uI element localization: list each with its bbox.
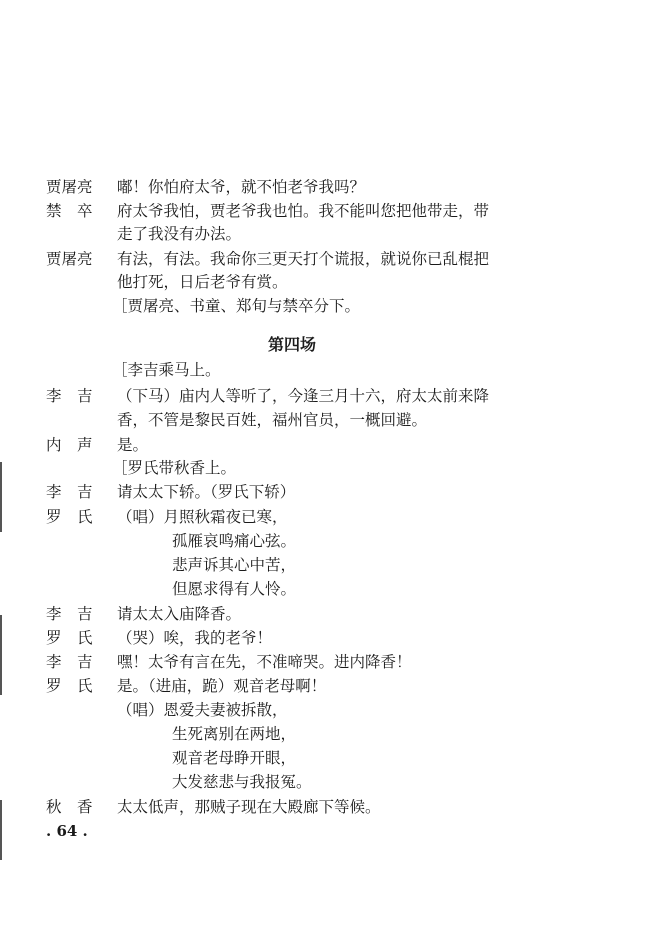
song-line: 大发慈悲与我报冤。 xyxy=(172,773,312,791)
dialogue-line: 请太太入庙降香。 xyxy=(117,605,242,623)
scan-edge-mark xyxy=(0,462,2,532)
dialogue-line: 太太低声，那贼子现在大殿廊下等候。 xyxy=(117,798,381,816)
speaker-name: 罗 氏 xyxy=(46,508,93,526)
dialogue-line: （唱）月照秋霜夜已寒， xyxy=(117,508,288,526)
dialogue-line: 走了我没有办法。 xyxy=(117,225,242,243)
stage-direction: ［李吉乘马上。 xyxy=(112,361,221,379)
song-line: 但愿求得有人怜。 xyxy=(172,580,297,598)
dialogue-line: 有法，有法。我命你三更天打个谎报，就说你已乱棍把 xyxy=(117,250,490,268)
speaker-name: 李 吉 xyxy=(46,605,93,623)
dialogue-line: 是。 xyxy=(117,436,149,454)
dialogue-line: 嘟！你怕府太爷，就不怕老爷我吗？ xyxy=(117,178,366,196)
page-number: . 64 . xyxy=(46,822,88,840)
scan-edge-mark xyxy=(0,615,2,695)
dialogue-line: 是。（进庙，跪）观音老母啊！ xyxy=(117,677,327,695)
speaker-name: 李 吉 xyxy=(46,483,93,501)
speaker-name: 内 声 xyxy=(46,436,93,454)
song-line: 生死离别在两地， xyxy=(172,725,297,743)
speaker-name: 禁 卒 xyxy=(46,202,93,220)
dialogue-line: （下马）庙内人等听了，今逢三月十六，府太太前来降 xyxy=(117,387,490,405)
song-line: 悲声诉其心中苦， xyxy=(172,556,297,574)
speaker-name: 贾屠亮 xyxy=(46,178,93,196)
speaker-name: 李 吉 xyxy=(46,387,93,405)
scene-title: 第四场 xyxy=(268,335,317,354)
speaker-name: 罗 氏 xyxy=(46,677,93,695)
dialogue-line: 嘿！太爷有言在先，不准啼哭。进内降香！ xyxy=(117,653,412,671)
dialogue-line: 府太爷我怕，贾老爷我也怕。我不能叫您把他带走，带 xyxy=(117,202,490,220)
scan-edge-mark xyxy=(0,800,2,860)
dialogue-line: 他打死，日后老爷有赏。 xyxy=(117,273,288,291)
song-line: 孤雁哀鸣痛心弦。 xyxy=(172,532,297,550)
speaker-name: 李 吉 xyxy=(46,653,93,671)
dialogue-line: 请太太下轿。（罗氏下轿） xyxy=(117,483,296,501)
speaker-name: 罗 氏 xyxy=(46,629,93,647)
speaker-name: 贾屠亮 xyxy=(46,250,93,268)
stage-direction: ［罗氏带秋香上。 xyxy=(112,459,237,477)
dialogue-line: （哭）唉，我的老爷！ xyxy=(117,629,273,647)
song-line: （唱）恩爱夫妻被拆散， xyxy=(117,701,288,719)
dialogue-line: 香，不管是黎民百姓，福州官员，一概回避。 xyxy=(117,411,428,429)
song-line: 观音老母睁开眼， xyxy=(172,749,297,767)
stage-direction: ［贾屠亮、书童、郑旬与禁卒分下。 xyxy=(112,297,361,315)
speaker-name: 秋 香 xyxy=(46,798,93,816)
